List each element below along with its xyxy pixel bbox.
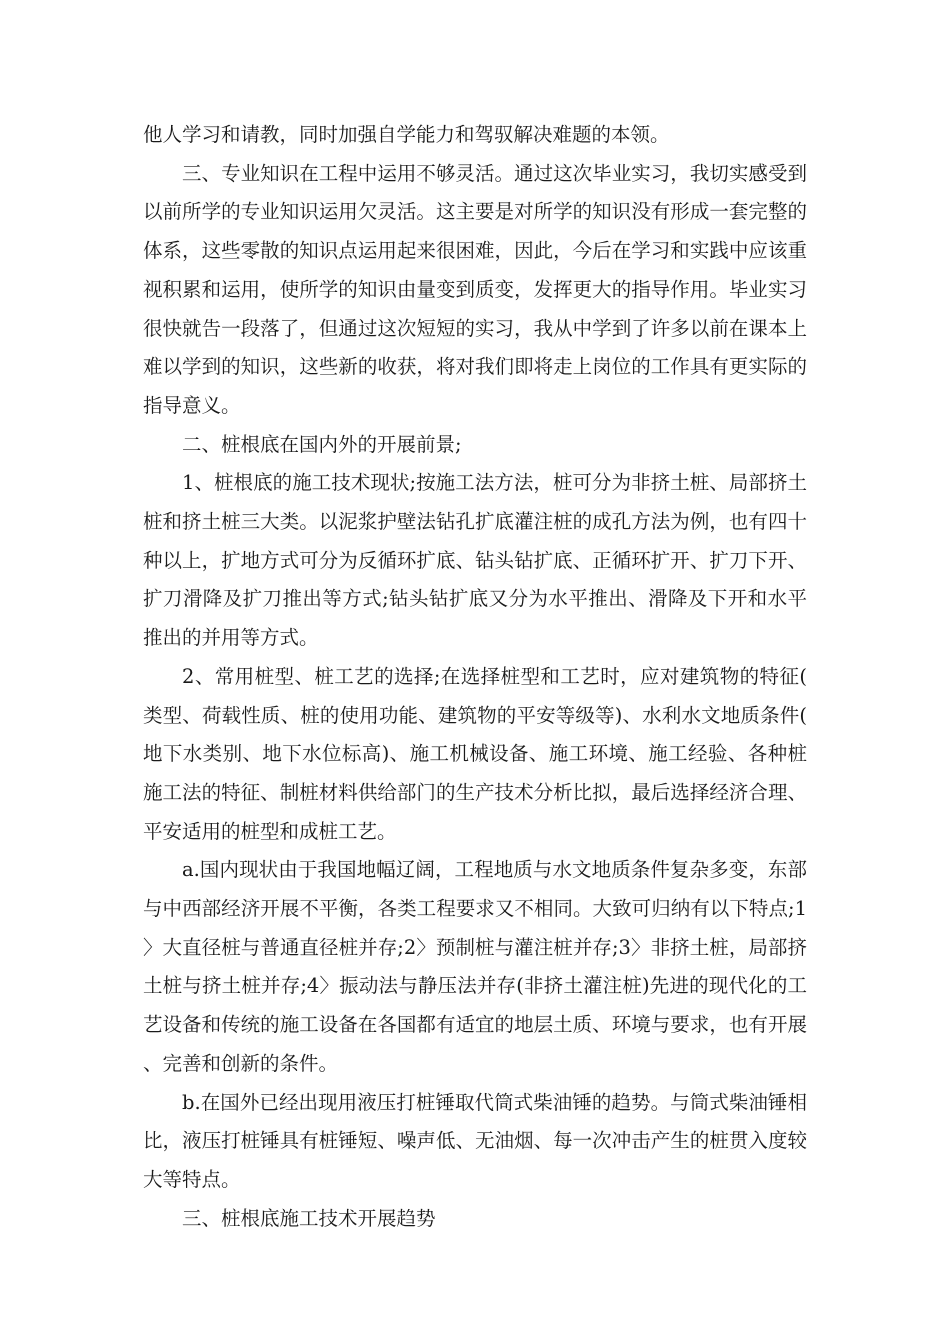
- paragraph-domestic-status: a.国内现状由于我国地幅辽阔，工程地质与水文地质条件复杂多变，东部与中西部经济开展不平衡，各类工程要求又不相同。大致可归纳有以下特点;1〉大直径桩与普通直径桩并存;2〉预制桩与灌注桩并存;3〉非挤土桩，局部挤土桩与挤土桩并存;4〉振动法与静压法并存(非挤土灌注桩)先进的现代化的工艺设备和传统的施工设备在各国都有适宜的地层土质、环境与要求，也有开展、完善和创新的条件。: [143, 858, 807, 1075]
- document-body: [143, 116, 807, 1238]
- heading-development-trend: 三、桩根底施工技术开展趋势: [182, 1206, 436, 1230]
- paragraph-section-three-knowledge: 三、专业知识在工程中运用不够灵活。通过这次毕业实习，我切实感受到以前所学的专业知识运用欠灵活。这主要是对所学的知识没有形成一套完整的体系，这些零散的知识点运用起来很困难，因此，今后在学习和实践中应该重视积累和运用，使所学的知识由量变到质变，发挥更大的指导作用。毕业实习很快就告一段落了，但通过这次短短的实习，我从中学到了许多以前在课本上难以学到的知识，这些新的收获，将对我们即将走上岗位的工作具有更实际的指导意义。: [143, 161, 807, 417]
- heading-pile-foundation-prospects: 二、桩根底在国内外的开展前景;: [182, 432, 462, 456]
- paragraph-construction-status: 1、桩根底的施工技术现状;按施工法方法，桩可分为非挤土桩、局部挤土桩和挤土桩三大类。以泥浆护壁法钻孔扩底灌注桩的成孔方法为例，也有四十种以上，扩地方式可分为反循环扩底、钻头钻扩底、正循环扩开、扩刀下开、扩刀滑降及扩刀推出等方式;钻头钻扩底又分为水平推出、滑降及下开和水平推出的并用等方式。: [143, 471, 807, 650]
- paragraph-continuation: 他人学习和请教，同时加强自学能力和驾驭解决难题的本领。: [143, 123, 670, 146]
- paragraph-foreign-status: b.在国外已经出现用液压打桩锤取代筒式柴油锤的趋势。与筒式柴油锤相比，液压打桩锤具有桩锤短、噪声低、无油烟、每一次冲击产生的桩贯入度较大等特点。: [143, 1090, 807, 1191]
- paragraph-pile-type-selection: 2、常用桩型、桩工艺的选择;在选择桩型和工艺时，应对建筑物的特征(类型、荷载性质、桩的使用功能、建筑物的平安等级等)、水利水文地质条件(地下水类别、地下水位标高)、施工机械设备、施工环境、施工经验、各种桩施工法的特征、制桩材料供给部门的生产技术分析比拟，最后选择经济合理、平安适用的桩型和成桩工艺。: [143, 664, 807, 843]
